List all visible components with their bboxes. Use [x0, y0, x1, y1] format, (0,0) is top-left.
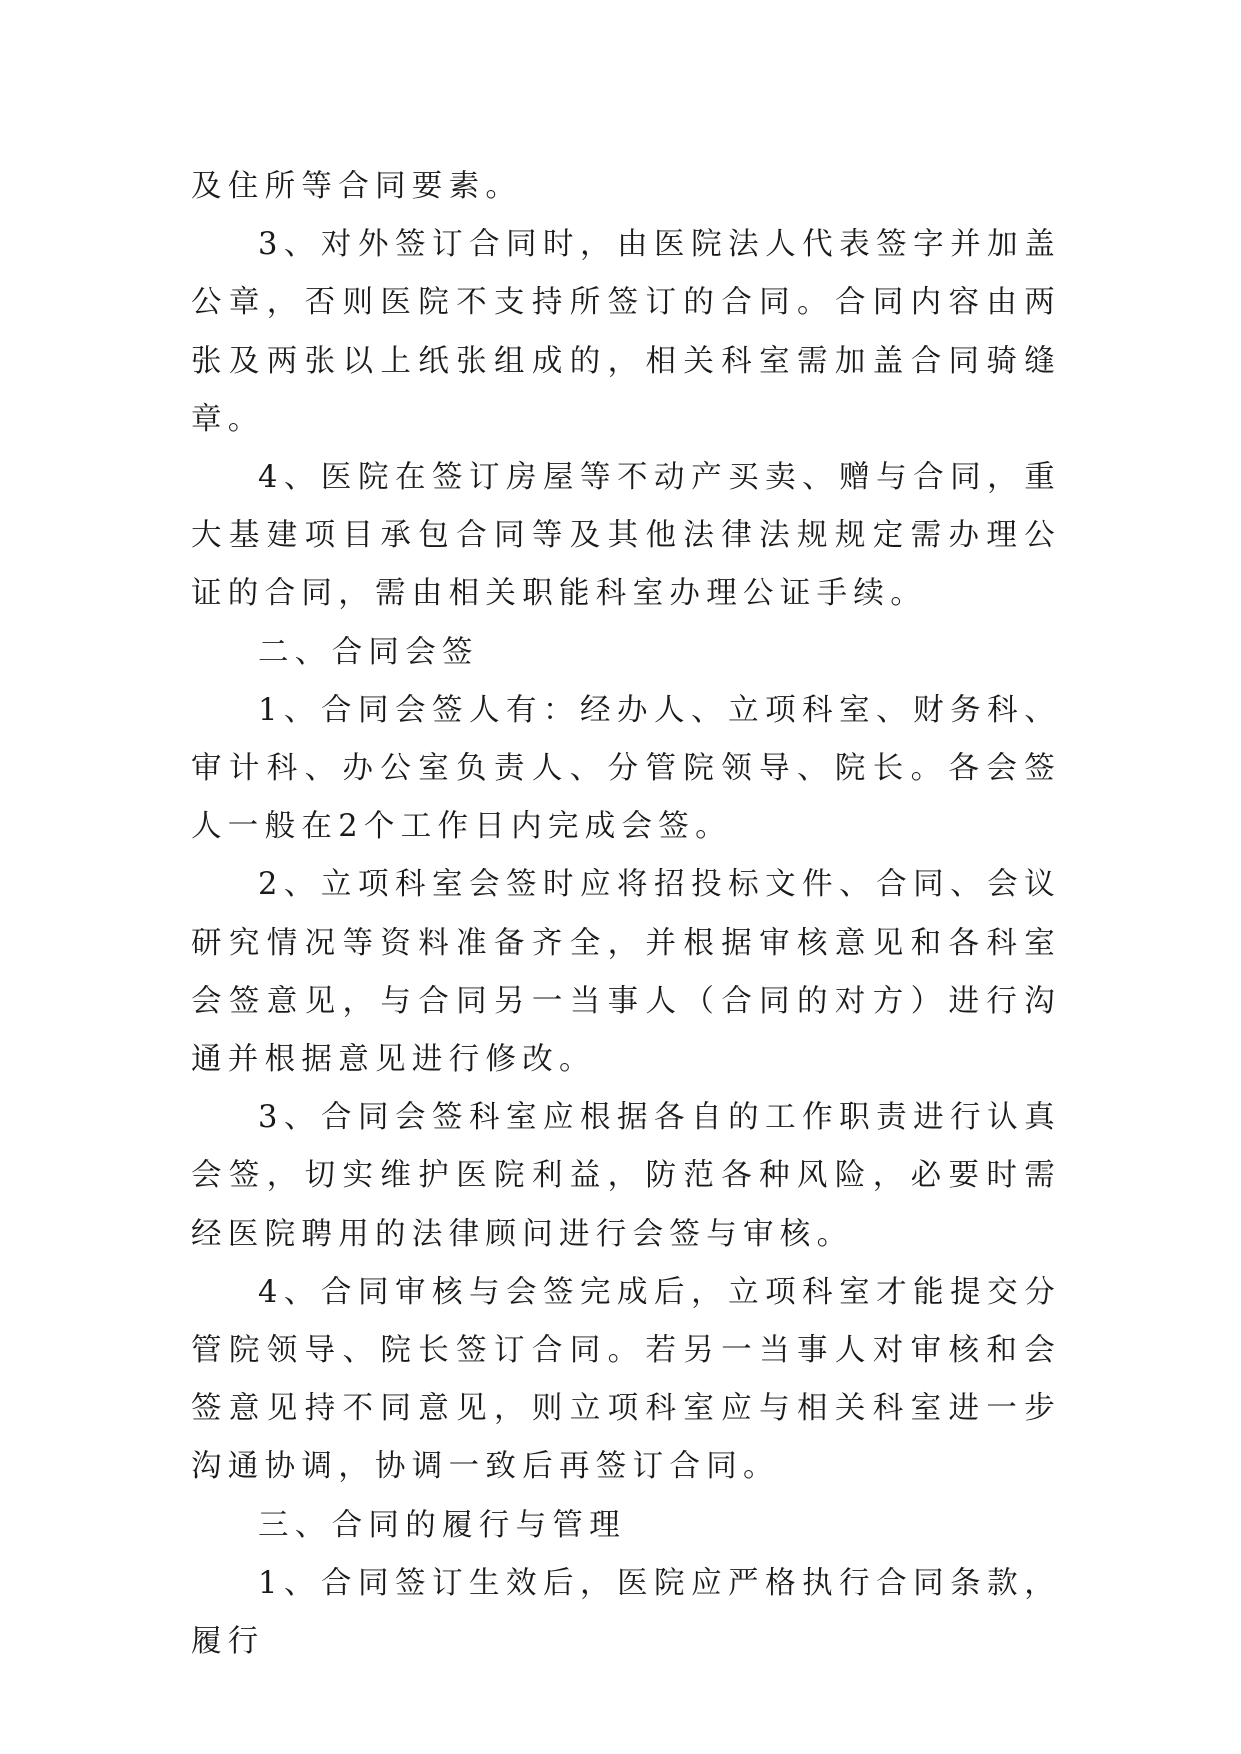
paragraph-continuation: 及住所等合同要素。: [191, 169, 523, 204]
section-heading-3: 三、合同的履行与管理: [258, 1507, 626, 1543]
paragraph-1-4-notarization: 4、医院在签订房屋等不动产买卖、赠与合同，重大基建项目承包合同等及其他法律法规规定需办理公证的合同，需由相关职能科室办理公证手续。: [191, 460, 1061, 612]
paragraph-1-3-contract-signing: 3、对外签订合同时，由医院法人代表签字并加盖公章，否则医院不支持所签订的合同。合同内容由两张及两张以上纸张组成的，相关科室需加盖合同骑缝章。: [191, 227, 1061, 437]
paragraph-2-3-duties: 3、合同会签科室应根据各自的工作职责进行认真会签，切实维护医院利益，防范各种风险，必要时需经医院聘用的法律顾问进行会签与审核。: [191, 1100, 1061, 1252]
paragraph-2-1-countersigners: 1、合同会签人有：经办人、立项科室、财务科、审计科、办公室负责人、分管院领导、院长。各会签人一般在2个工作日内完成会签。: [191, 692, 1061, 845]
paragraph-2-4-submission: 4、合同审核与会签完成后，立项科室才能提交分管院领导、院长签订合同。若另一当事人对审核和会签意见持不同意见，则立项科室应与相关科室进一步沟通协调，协调一致后再签订合同。: [191, 1274, 1061, 1485]
paragraph-2-2-preparation: 2、立项科室会签时应将招投标文件、合同、会议研究情况等资料准备齐全，并根据审核意见和各科室会签意见，与合同另一当事人（合同的对方）进行沟通并根据意见进行修改。: [191, 867, 1061, 1078]
document-body: [191, 158, 1061, 1671]
paragraph-3-1-performance: 1、合同签订生效后，医院应严格执行合同条款，履行: [191, 1565, 1061, 1660]
section-heading-2: 二、合同会签: [258, 634, 479, 670]
